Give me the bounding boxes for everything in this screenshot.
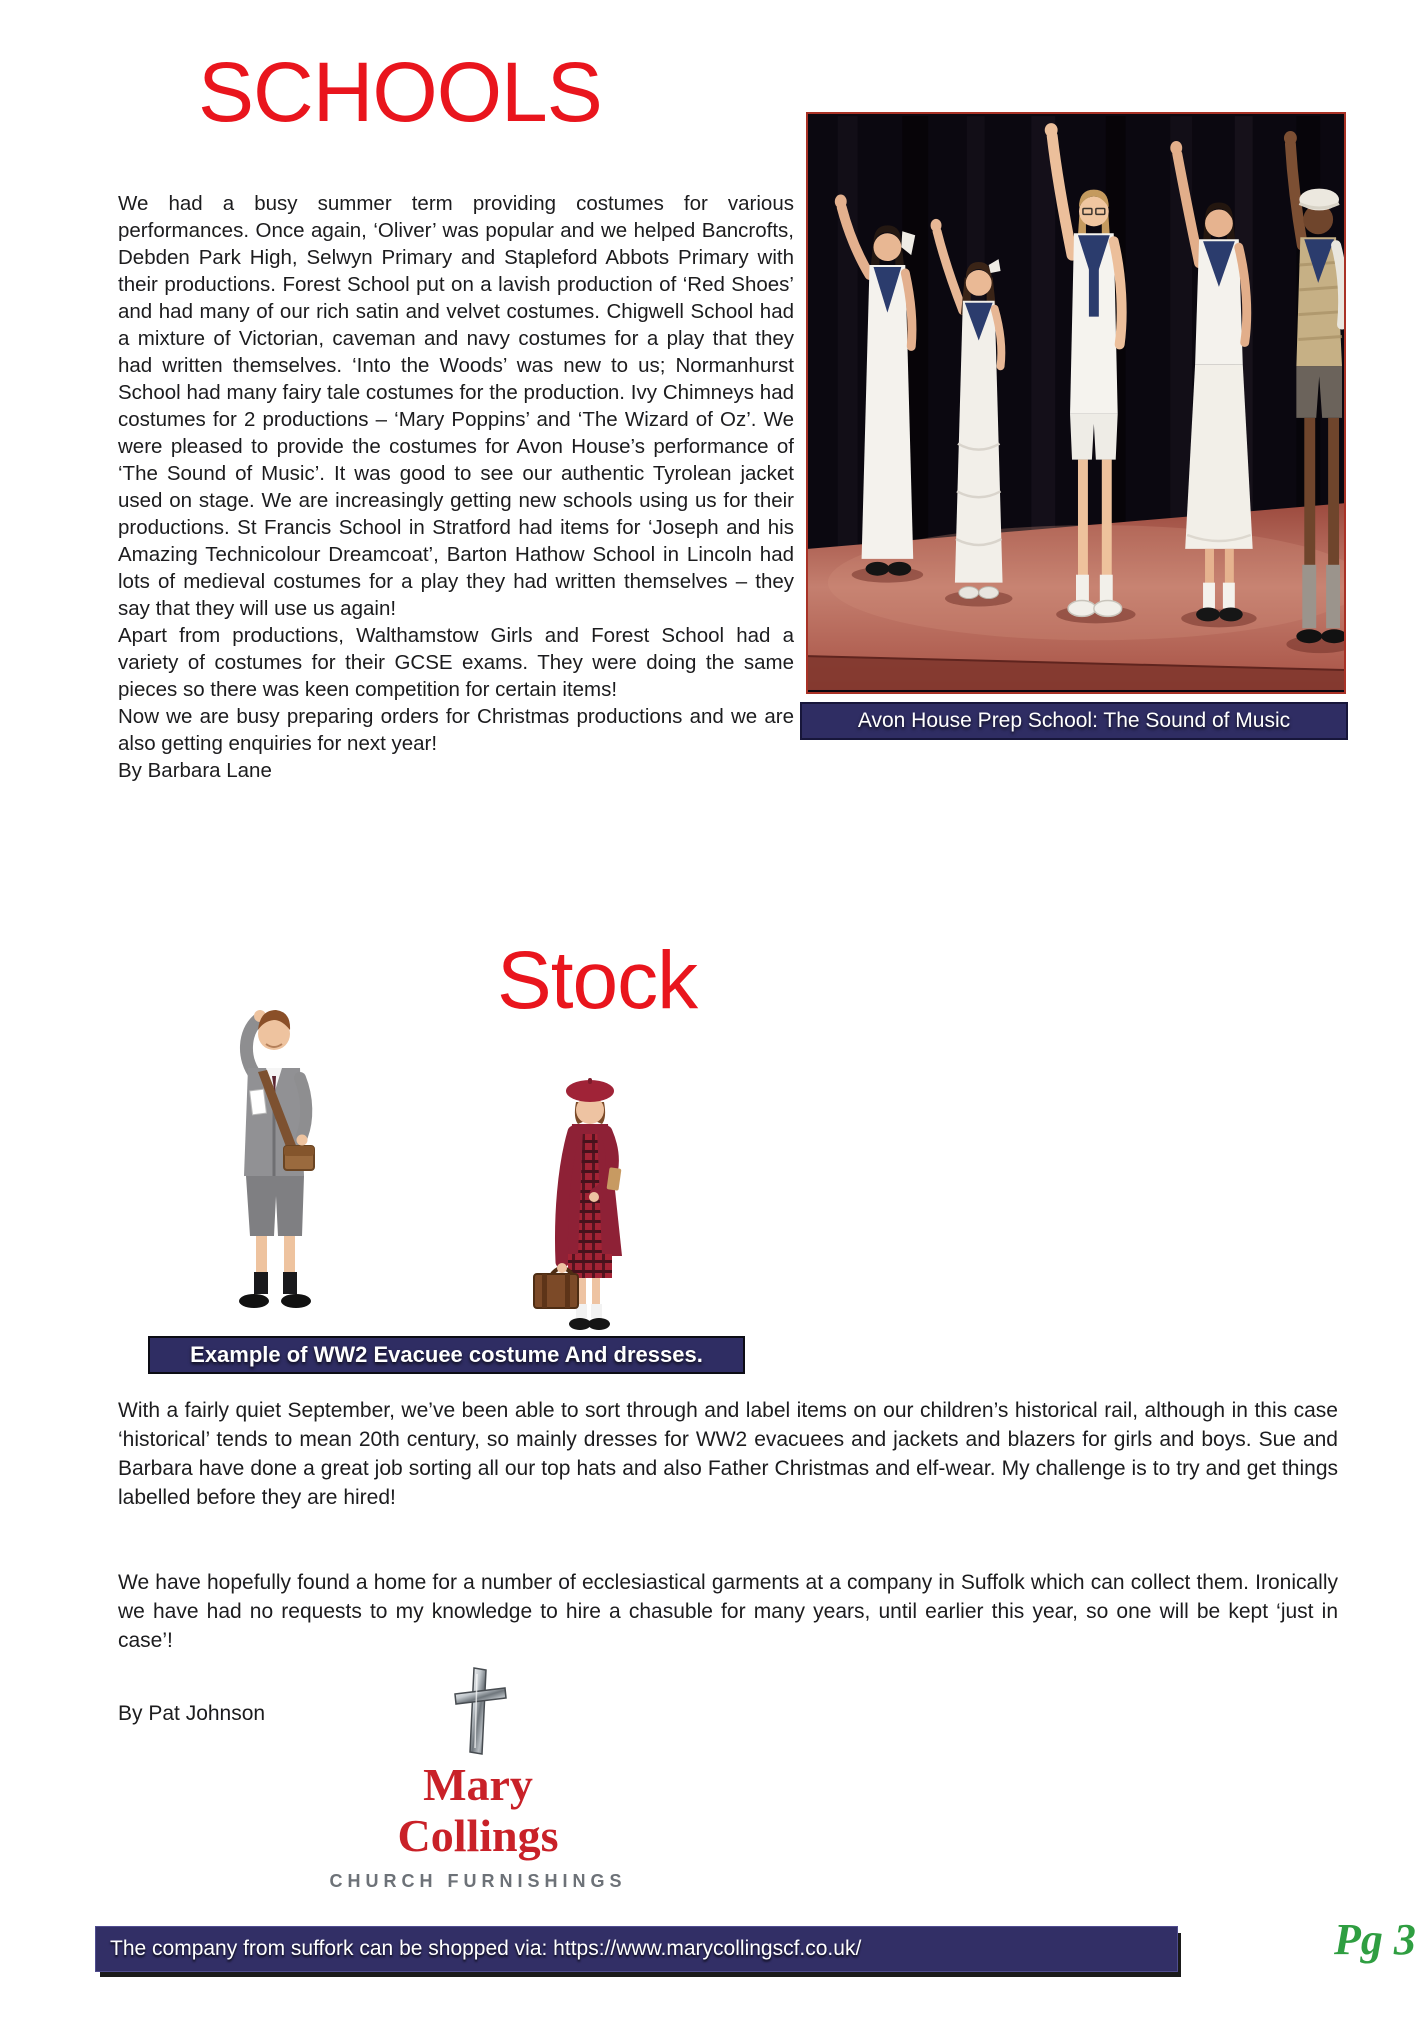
stock-byline: By Pat Johnson	[118, 1702, 266, 1725]
photo-caption-text: Avon House Prep School: The Sound of Music	[857, 709, 1291, 732]
evacuee-boy-illustration	[192, 998, 348, 1320]
illustration-caption-text: Example of WW2 Evacuee costume And dresses.	[190, 1342, 703, 1367]
schools-paragraph: Apart from productions, Walthamstow Girls and Forest School had a variety of costumes for their GCSE exams. They were doing the same pieces so there was keen competition for certain items!	[118, 624, 794, 701]
schools-paragraph: We had a busy summer term providing costumes for various performances. Once again, ‘Oliver’ was popular and we helped Bancrofts, Debden Park High, Selwyn Primary and Stapleford Abbots Primary with their productions. Forest School put on a lavish production of ‘Red Shoes’ and had many of our rich satin and velvet costumes. Chigwell School had a mixture of Victorian, caveman and navy costumes for a play that they had written themselves. ‘Into the Woods’ was new to us; Normanhurst School had many fairy tale costumes for the production. Ivy Chimneys had costumes for 2 productions – ‘Mary Poppins’ and ‘The Wizard of Oz’. We were pleased to provide the costumes for Avon House’s performance of ‘The Sound of Music’. It was good to see our authentic Tyrolean jacket used on stage. We are increasingly getting new schools using us for their productions. St Francis School in Stratford had items for ‘Joseph and his Amazing Technicolour Dreamcoat’, Barton Hathow School in Lincoln had lots of medieval costumes for a play they had written themselves – they say that they will use us again!	[118, 192, 794, 620]
evacuee-girl-graphic	[528, 1076, 652, 1342]
evacuee-girl-illustration	[528, 1076, 652, 1342]
logo-name-top: Mary	[423, 1759, 533, 1810]
schools-article	[118, 190, 794, 784]
logo-name-bottom: Collings	[397, 1809, 559, 1861]
footer-link-bar	[95, 1926, 1178, 1972]
stage-photo	[806, 112, 1346, 694]
stage-photo-graphic	[808, 114, 1344, 692]
footer-link-text[interactable]: The company from suffork can be shopped via: https://www.marycollingscf.co.uk/	[110, 1937, 862, 1960]
schools-section-title: SCHOOLS	[198, 45, 602, 139]
photo-caption-bar	[800, 702, 1348, 740]
logo-tagline: CHURCH FURNISHINGS	[329, 1871, 627, 1892]
stock-article	[118, 1396, 1338, 1655]
schools-paragraph: Now we are busy preparing orders for Christmas productions and we are also getting enquiries for next year!	[118, 705, 794, 755]
page-number: Pg 3	[1334, 1915, 1416, 1964]
cross-icon	[328, 1664, 628, 1760]
stock-paragraph: We have hopefully found a home for a number of ecclesiastical garments at a company in Suffolk which can collect them. Ironically we have had no requests to my knowledge to hire a chasuble for many years, until earlier this year, so one will be kept ‘just in case’!	[118, 1571, 1338, 1652]
schools-byline: By Barbara Lane	[118, 759, 272, 782]
evacuee-boy-graphic	[192, 998, 348, 1320]
stock-section-title: Stock	[497, 935, 698, 1026]
cross-icon-graphic	[443, 1664, 513, 1759]
illustration-caption-bar	[148, 1336, 745, 1374]
stock-paragraph: With a fairly quiet September, we’ve been able to sort through and label items on our children’s historical rail, although in this case ‘historical’ tends to mean 20th century, so mainly dresses for WW2 evacuees and jackets and blazers for girls and boys. Sue and Barbara have done a great job sorting all our top hats and also Father Christmas and elf-wear. My challenge is to try and get things labelled before they are hired!	[118, 1399, 1338, 1509]
mary-collings-logo	[328, 1664, 628, 1892]
